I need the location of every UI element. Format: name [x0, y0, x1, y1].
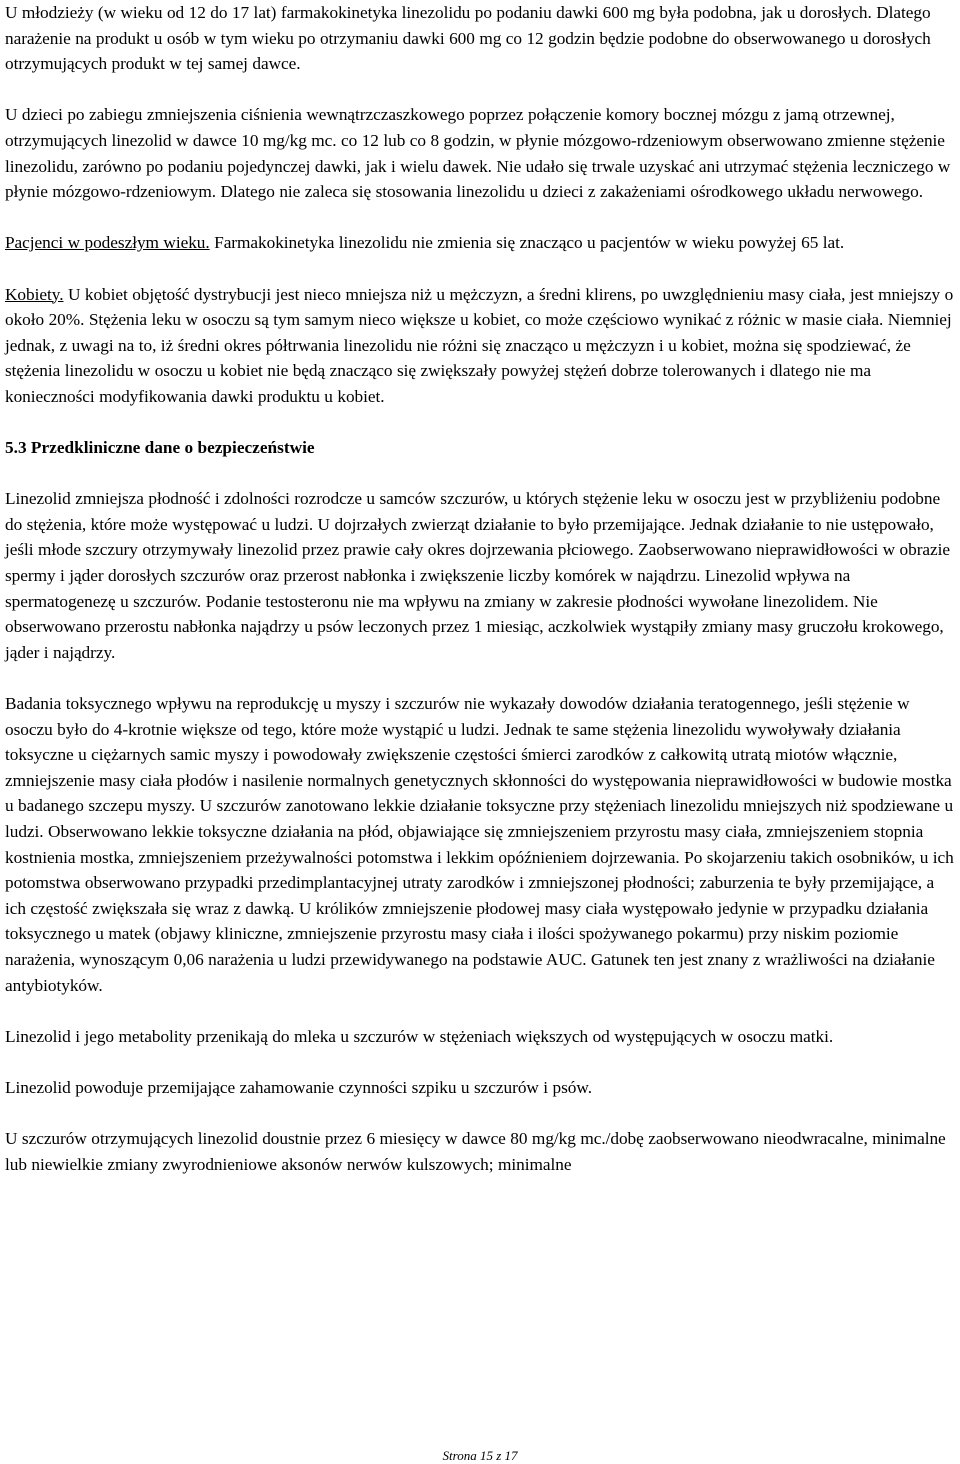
women-text: U kobiet objętość dystrybucji jest nieco mniejsza niż u mężczyzn, a średni klirens, po uwzględnieniu masy ciała, jest mniejszy o około 20%. Stężenia leku w osoczu są tym samym nieco większe u kobiet, co może częściowo wynikać z różnic w masie ciała. Niemniej jednak, z uwagi na to, iż średni okres półtrwania linezolidu nie różni się znacząco u mężczyzn i u kobiet, można się spodziewać, że stężenia linezolidu w osoczu u kobiet nie będą znacząco się zwiększały powyżej stężeń dobrze tolerowanych i dlatego nie ma konieczności modyfikowania dawki produktu u kobiet.: [5, 284, 954, 406]
paragraph-children-shunt: U dzieci po zabiegu zmniejszenia ciśnienia wewnątrzczaszkowego poprzez połączenie komory bocznej mózgu z jamą otrzewnej, otrzymujących linezolid w dawce 10 mg/kg mc. co 12 lub co 8 godzin, w płynie mózgowo-rdzeniowym obserwowano zmienne stężenie linezolidu, zarówno po podaniu pojedynczej dawki, jak i wielu dawek. Nie udało się trwale uzyskać ani utrzymać stężenia leczniczego w płynie mózgowo-rdzeniowym. Dlatego nie zaleca się stosowania linezolidu u dzieci z zakażeniami ośrodkowego układu nerwowego.: [5, 105, 951, 202]
paragraph-youth-pharmacokinetics: U młodzieży (w wieku od 12 do 17 lat) farmakokinetyka linezolidu po podaniu dawki 600 mg była podobna, jak u dorosłych. Dlatego narażenie na produkt u osób w tym wieku po otrzymaniu dawki 600 mg co 12 godzin będzie podobne do obserwowanego u dorosłych otrzymujących produkt w tej samej dawce.: [5, 3, 931, 74]
paragraph-elderly: [5, 230, 955, 256]
women-label: Kobiety.: [5, 284, 64, 304]
page-number-footer: Strona 15 z 17: [442, 1448, 518, 1463]
elderly-text: Farmakokinetyka linezolidu nie zmienia się znacząco u pacjentów w wieku powyżej 65 lat.: [209, 233, 845, 253]
paragraph-reproduction: Badania toksycznego wpływu na reprodukcję u myszy i szczurów nie wykazały dowodów działania teratogennego, jeśli stężenie w osoczu było do 4-krotnie większe od tego, które może wystąpić u ludzi. Jednak te same stężenia linezolidu wywoływały działania toksyczne u ciężarnych samic myszy i powodowały zwiększenie częstości śmierci zarodków z całkowitą utratą miotów włącznie, zmniejszenie masy ciała płodów i nasilenie normalnych genetycznych skłonności do występowania nieprawidłowości w budowie mostka u badanego szczepu myszy. U szczurów zanotowano lekkie działanie toksyczne przy stężeniach linezolidu mniejszych niż spodziewane u ludzi. Obserwowano lekkie toksyczne działania na płód, objawiające się zmniejszeniem przyrostu masy ciała, zmniejszeniem stopnia kostnienia mostka, zmniejszeniem przeżywalności potomstwa i lekkim opóźnieniem dojrzewania. Po skojarzeniu takich osobników, u ich potomstwa obserwowano przypadki przedimplantacyjnej utraty zarodków i zmniejszonej płodności; zaburzenia te były przemijające, a ich częstość zwiększała się wraz z dawką. U królików zmniejszenie płodowej masy ciała występowało jedynie w przypadku działania toksycznego u matek (objawy kliniczne, zmniejszenie przyrostu masy ciała i ilości spożywanego pokarmu) przy niskim poziomie narażenia, wynoszącym 0,06 narażenia u ludzi przewidywanego na podstawie AUC. Gatunek ten jest znany z wrażliwości na działanie antybiotyków.: [5, 694, 954, 995]
paragraph-marrow: Linezolid powoduje przemijające zahamowanie czynności szpiku u szczurów i psów.: [5, 1077, 592, 1097]
paragraph-milk: Linezolid i jego metabolity przenikają do mleka u szczurów w stężeniach większych od występujących w osoczu matki.: [5, 1026, 834, 1046]
paragraph-fertility: Linezolid zmniejsza płodność i zdolności rozrodcze u samców szczurów, u których stężenie leku w osoczu jest w przybliżeniu podobne do stężenia, które może występować u ludzi. U dojrzałych zwierząt działanie to było przemijające. Jednak działanie to nie ustępowało, jeśli młode szczury otrzymywały linezolid przez prawie cały okres dojrzewania płciowego. Zaobserwowano nieprawidłowości w obrazie spermy i jąder dorosłych szczurów oraz przerost nabłonka i zwiększenie liczby komórek w najądrzu. Linezolid wpływa na spermatogenezę u szczurów. Podanie testosteronu nie ma wpływu na zmiany w zakresie płodności wywołane linezolidem. Nie obserwowano przerostu nabłonka najądrzy u psów leczonych przez 1 miesiąc, aczkolwiek wystąpiły zmiany masy gruczołu krokowego, jąder i najądrzy.: [5, 489, 951, 662]
section-heading-preclinical: 5.3 Przedkliniczne dane o bezpieczeństwie: [5, 438, 315, 458]
document-page: [5, 0, 955, 1177]
elderly-label: Pacjenci w podeszłym wieku.: [5, 233, 210, 253]
paragraph-neurotoxicity: U szczurów otrzymujących linezolid doustnie przez 6 miesięcy w dawce 80 mg/kg mc./dobę zaobserwowano nieodwracalne, minimalne lub niewielkie zmiany zwyrodnieniowe aksonów nerwów kulszowych; minimalne: [5, 1129, 946, 1174]
paragraph-women: [5, 282, 955, 410]
